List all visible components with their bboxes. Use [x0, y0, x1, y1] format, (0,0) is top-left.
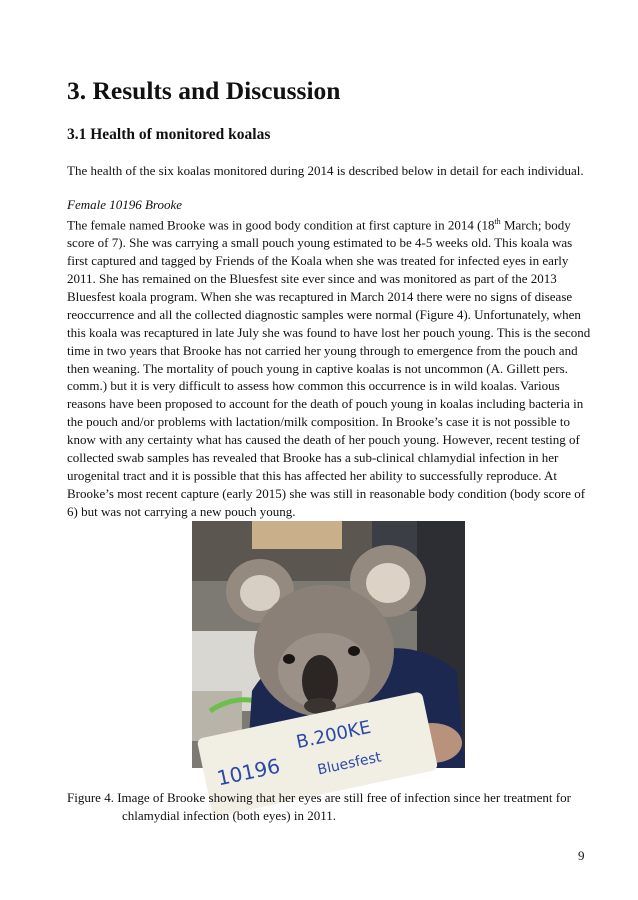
paragraph-line: first captured and tagged by Friends of the Koala when she was treated for infected eyes in early	[67, 253, 569, 269]
paragraph-line: reoccurrence and all the collected diagnostic samples were normal (Figure 4). Unfortunately, when	[67, 306, 581, 322]
paragraph-line: Bluesfest koala program. When she was recaptured in March 2014 there were no signs of disease	[67, 288, 573, 304]
paragraph-line: reasons have been proposed to account for the death of pouch young in koalas including bacteria in	[67, 396, 584, 412]
paragraph-line: comm.) but it is very difficult to assess how common this occurrence is in wild koalas. Various	[67, 378, 560, 394]
paragraph-line: score of 7). She was carrying a small pouch young estimated to be 4-5 weeks old. This koala was	[67, 235, 573, 251]
figure-caption	[67, 789, 586, 825]
koala-title: Female 10196 Brooke	[67, 197, 183, 212]
section-heading: 3. Results and Discussion	[67, 76, 341, 105]
paragraph-line: time in two years that Brooke has not carried her young through to emergence from the pouch and	[67, 342, 578, 358]
paragraph-line-1: The female named Brooke was in good body condition at first capture in 2014 (18th March; body	[67, 217, 571, 233]
paragraph-line: 2011. She has remained on the Bluesfest site ever since and was monitored as part of the 2013	[67, 271, 557, 287]
body-paragraph	[67, 213, 591, 521]
paragraph-line: Brooke’s most recent capture (early 2015) she was still in reasonable body condition (body score of	[67, 485, 586, 501]
caption-line-1: Figure 4. Image of Brooke showing that her eyes are still free of infection since her treatment for	[67, 790, 571, 805]
paragraph-line: 6) but was not carrying a new pouch young.	[67, 503, 296, 519]
card-text-3: Bluesfest	[316, 749, 383, 779]
page-number: 9	[578, 848, 585, 863]
paragraph-line: collected swab samples has revealed that Brooke has a sub-clinical chlamydial infection in her	[67, 450, 559, 466]
paragraph-line: the pouch and/or problems with lactation/milk composition. In Brooke’s case it is not possible to	[67, 414, 570, 430]
intro-paragraph: The health of the six koalas monitored during 2014 is described below in detail for each individual.	[67, 163, 584, 178]
koala-photo	[192, 521, 465, 791]
card-text-2: B.200KE	[294, 716, 373, 754]
paragraph-line: this koala was recaptured in late July she was found to have lost her pouch young. This is the second	[67, 324, 591, 340]
caption-line-2: chlamydial infection (both eyes) in 2011.	[122, 808, 336, 823]
card-text-1: 10196	[214, 753, 283, 791]
paragraph-line: then weaning. The mortality of pouch young in captive koalas is not uncommon (A. Gillett pers.	[67, 360, 568, 376]
paragraph-line: urogenital tract and it is possible that this has affected her ability to successfully reproduce. At	[67, 468, 558, 484]
paragraph-line: know with any certainty what has caused the death of her pouch young. However, recent testing of	[67, 432, 580, 448]
subsection-heading: 3.1 Health of monitored koalas	[67, 126, 271, 143]
